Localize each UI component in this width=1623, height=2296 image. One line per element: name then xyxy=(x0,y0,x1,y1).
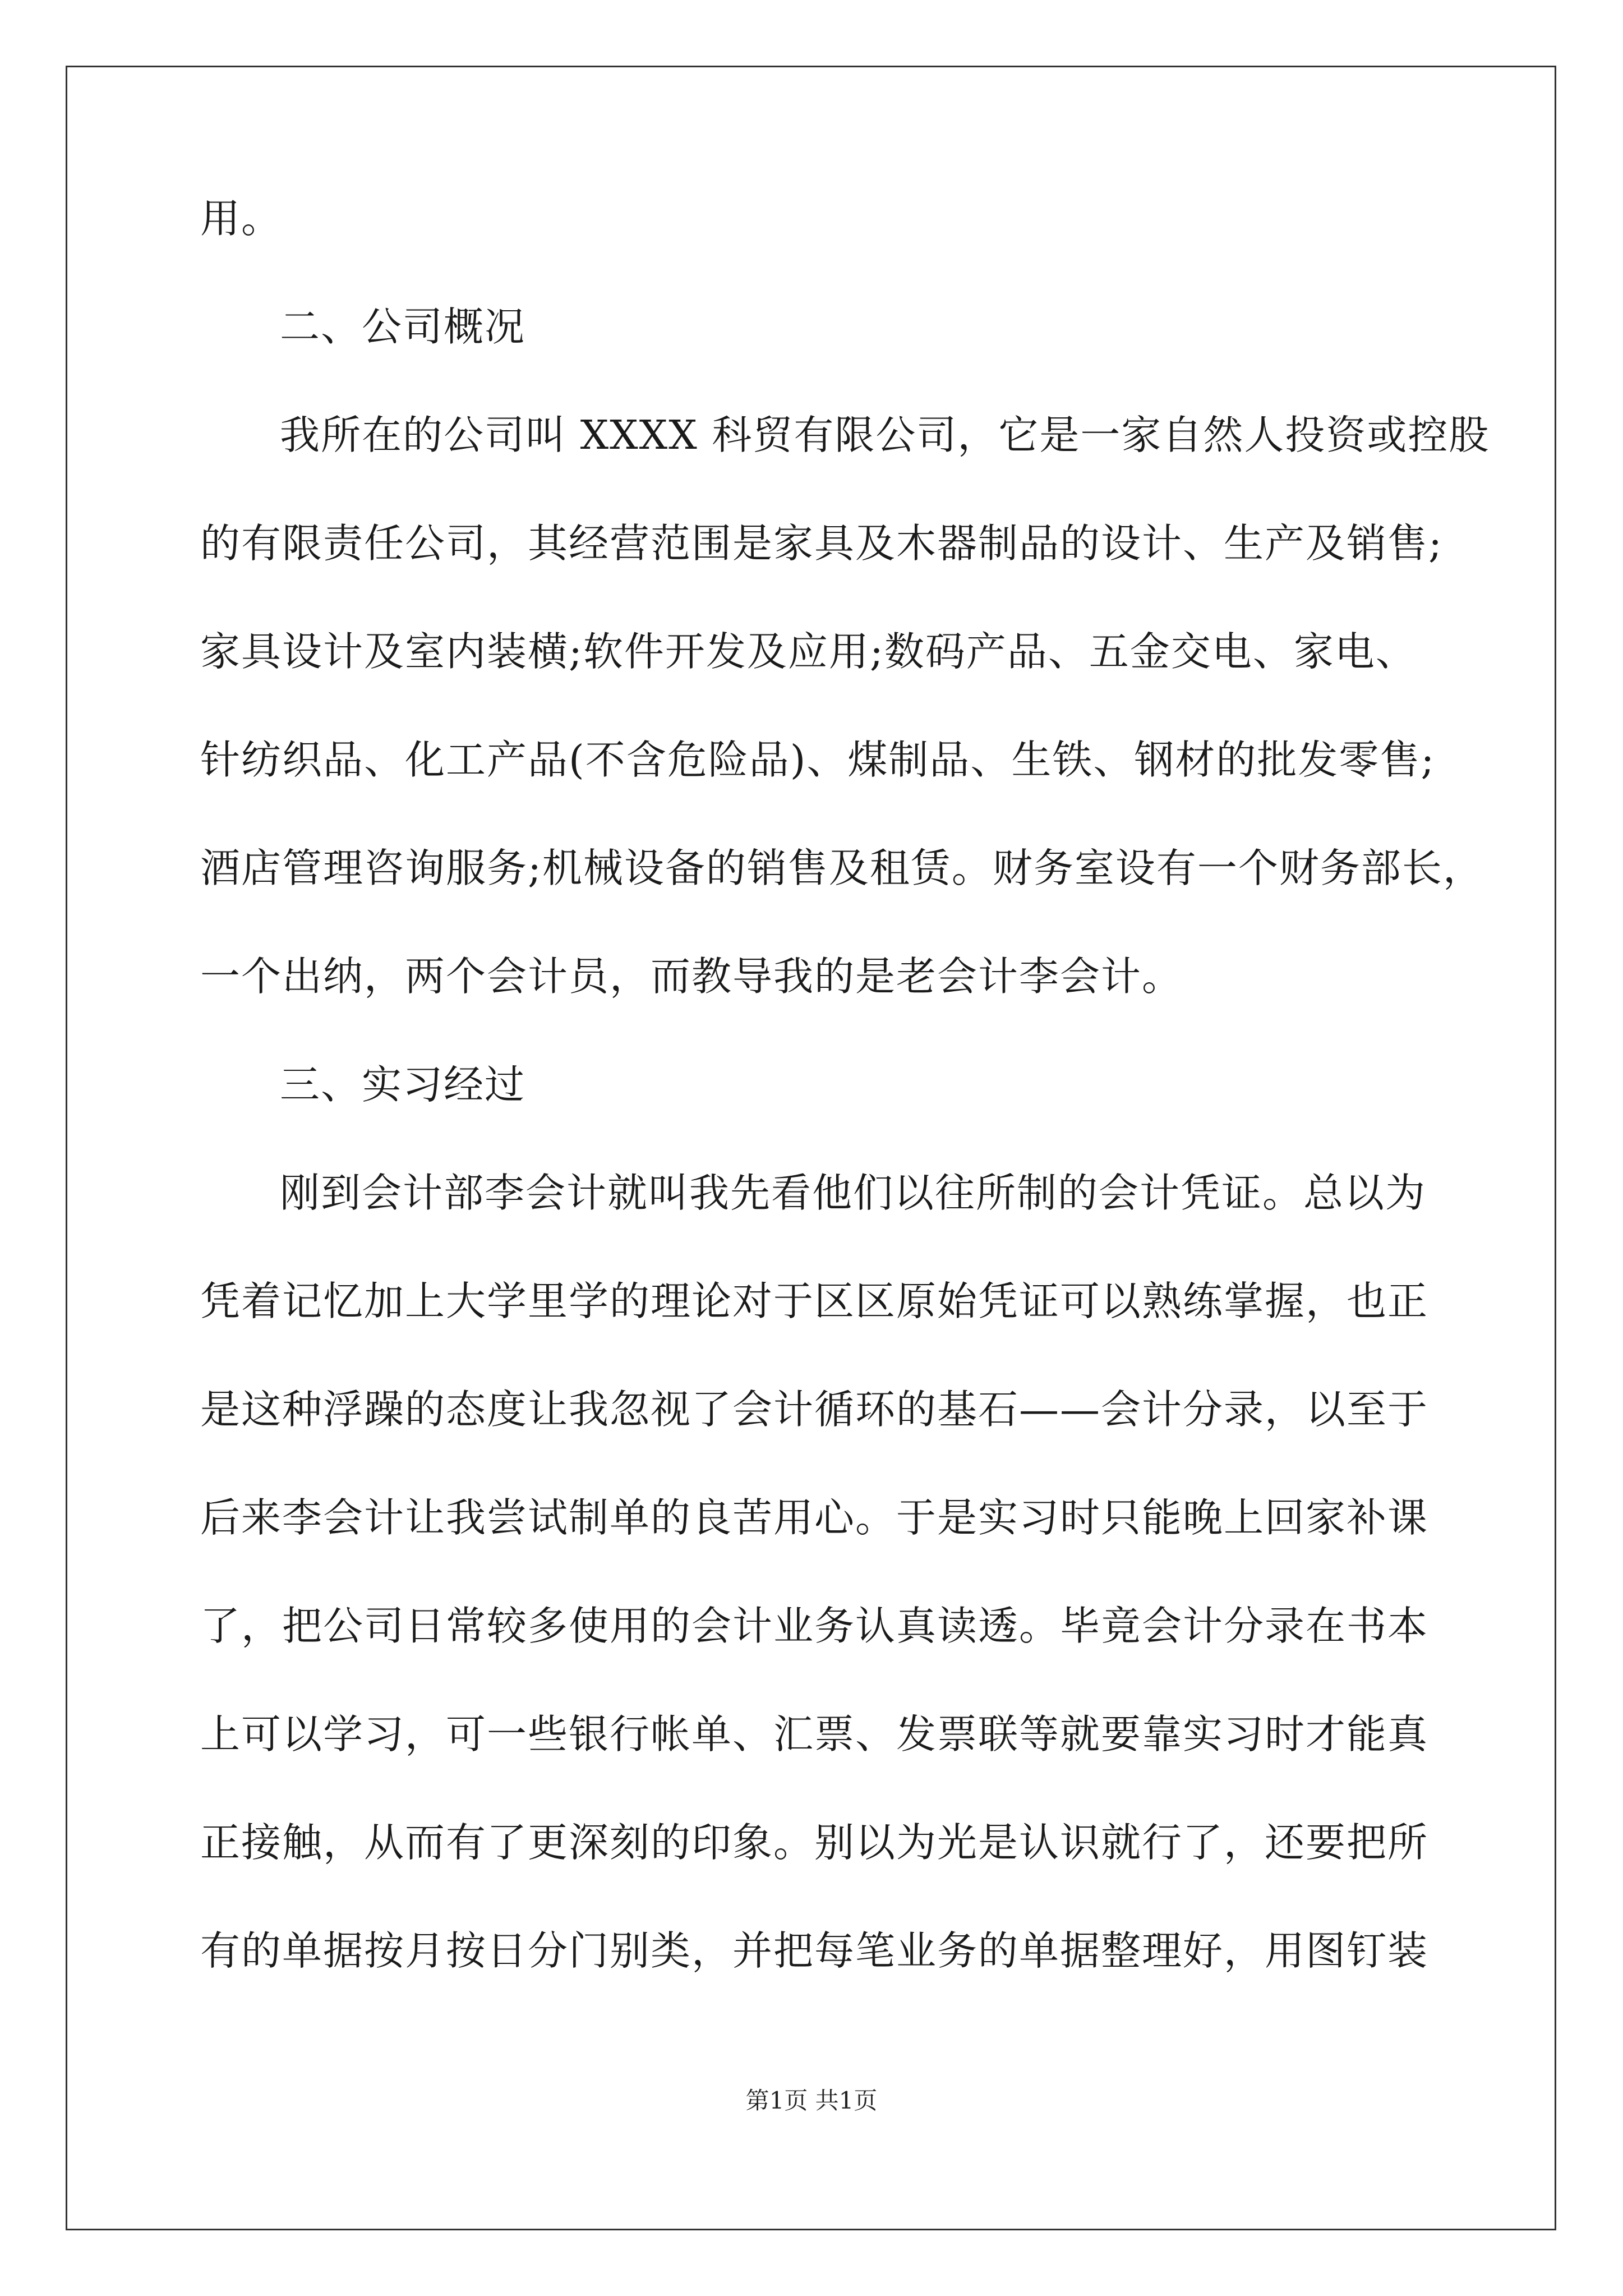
text-line: 正接触，从而有了更深刻的印象。别以为光是认识就行了，还要把所 xyxy=(200,1819,1429,1866)
text-line: 凭着记忆加上大学里学的理论对于区区原始凭证可以熟练掌握，也正 xyxy=(200,1278,1429,1324)
text-line: 了，把公司日常较多使用的会计业务认真读透。毕竟会计分录在书本 xyxy=(200,1603,1429,1649)
text-line: 的有限责任公司，其经营范围是家具及木器制品的设计、生产及销售; xyxy=(200,520,1443,567)
text-line: 我所在的公司叫 XXXX 科贸有限公司，它是一家自然人投资或控股 xyxy=(280,412,1490,458)
section-heading: 三、实习经过 xyxy=(280,1061,526,1108)
page-border xyxy=(66,66,1556,2230)
text-line: 针纺织品、化工产品(不含危险品)、煤制品、生铁、钢材的批发零售; xyxy=(200,737,1436,783)
text-line: 后来李会计让我尝试制单的良苦用心。于是实习时只能晚上回家补课 xyxy=(200,1494,1429,1541)
page-footer: 第1页 共1页 xyxy=(745,2087,878,2114)
text-line: 有的单据按月按日分门别类，并把每笔业务的单据整理好，用图钉装 xyxy=(200,1927,1429,1974)
text-line: 用。 xyxy=(200,195,283,242)
text-line: 是这种浮躁的态度让我忽视了会计循环的基石——会计分录，以至于 xyxy=(200,1386,1429,1433)
text-line: 刚到会计部李会计就叫我先看他们以往所制的会计凭证。总以为 xyxy=(280,1170,1427,1216)
text-line: 一个出纳，两个会计员，而教导我的是老会计李会计。 xyxy=(200,953,1183,1000)
text-line: 上可以学习，可一些银行帐单、汇票、发票联等就要靠实习时才能真 xyxy=(200,1711,1429,1757)
text-line: 酒店管理咨询服务;机械设备的销售及租赁。财务室设有一个财务部长， xyxy=(200,845,1484,891)
text-line: 家具设计及室内装横;软件开发及应用;数码产品、五金交电、家电、 xyxy=(200,628,1417,675)
section-heading: 二、公司概况 xyxy=(280,303,526,350)
